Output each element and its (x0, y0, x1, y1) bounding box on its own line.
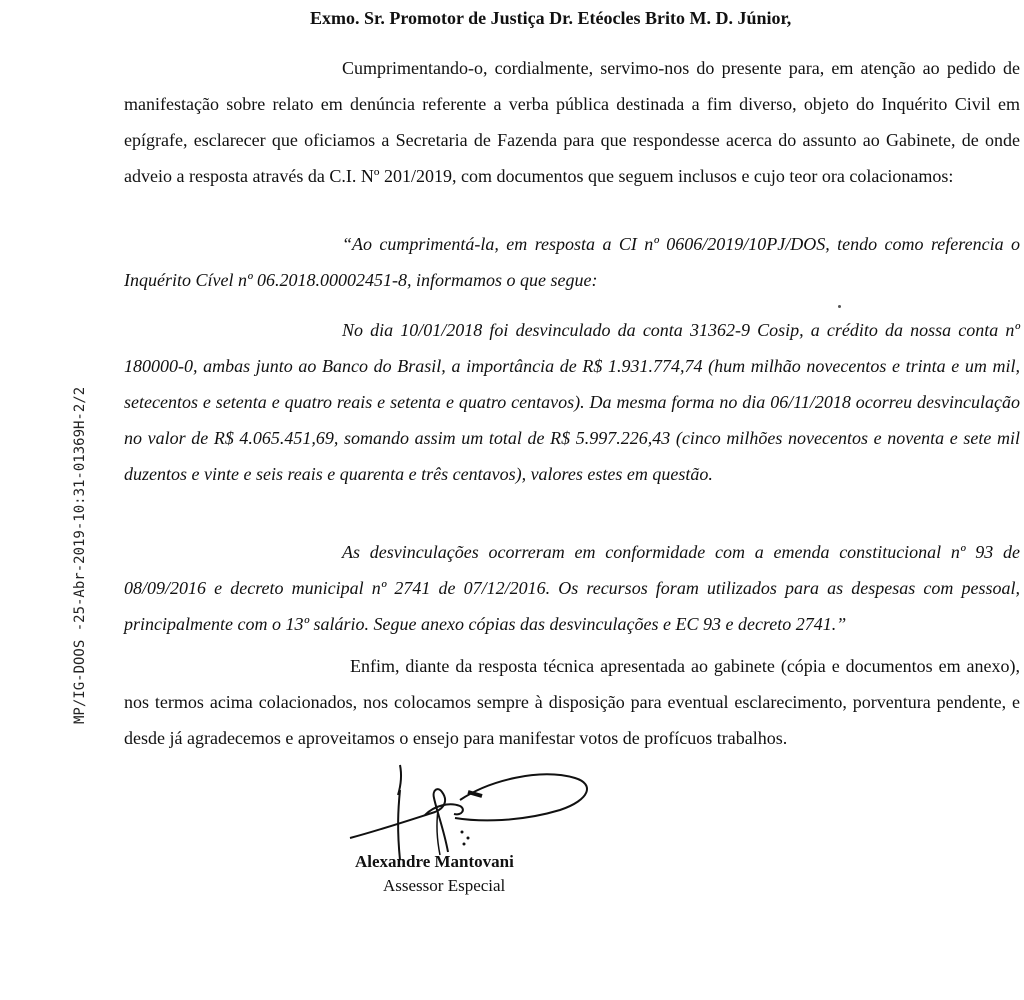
scan-speck (838, 305, 841, 308)
signer-title: Assessor Especial (383, 876, 506, 895)
salutation: Exmo. Sr. Promotor de Justiça Dr. Etéocles Brito M. D. Júnior, (310, 8, 792, 28)
paragraph-intro: Cumprimentando-o, cordialmente, servimo-nos do presente para, em atenção ao pedido de manifestação sobre relato em denúncia referente a verba pública destinada a fim diverso, objeto do Inquérito Civil em epígrafe, esclarecer que oficiamos a Secretaria de Fazenda para que respondesse acerca do assunto ao Gabinete, de onde adveio a resposta através da C.I. Nº 201/2019, com documentos que seguem inclusos e cujo teor ora colacionamos: (124, 58, 1020, 186)
paragraph-closing: Enfim, diante da resposta técnica apresentada ao gabinete (cópia e documentos em anexo), nos termos acima colacionados, nos colocamos sempre à disposição para eventual esclarecimento, porventura pendente, e desde já agradecemos e aproveitamos o ensejo para manifestar votos de profícuos trabalhos. (124, 656, 1020, 748)
paragraph-quote-values: No dia 10/01/2018 foi desvinculado da conta 31362-9 Cosip, a crédito da nossa conta nº 180000-0, ambas junto ao Banco do Brasil, a importância de R$ 1.931.774,74 (hum milhão novecentos e trinta e um mil, setecentos e setenta e quatro reais e setenta e quatro centavos). Da mesma forma no dia 06/11/2018 ocorreu desvinculação no valor de R$ 4.065.451,69, somando assim um total de R$ 5.997.226,43 (cinco milhões novecentos e noventa e sete mil duzentos e vinte e seis reais e quarenta e três centavos), valores estes em questão. (124, 320, 1020, 484)
protocol-margin-stamp: MP/IG-DOOS -25-Abr-2019-10:31-01369H-2/2 (72, 386, 88, 724)
paragraph-quote-legal-basis: As desvinculações ocorreram em conformidade com a emenda constitucional nº 93 de 08/09/2016 e decreto municipal nº 2741 de 07/12/2016. Os recursos foram utilizados para as despesas com pessoal, principalmente com o 13º salário. Segue anexo cópias das desvinculações e EC 93 e decreto 2741.” (124, 542, 1020, 634)
signer-name: Alexandre Mantovani (355, 852, 514, 871)
paragraph-quote-opening: “Ao cumprimentá-la, em resposta a CI nº 0606/2019/10PJ/DOS, tendo como referencia o Inquérito Cível nº 06.2018.00002451-8, informamos o que segue: (124, 234, 1020, 290)
